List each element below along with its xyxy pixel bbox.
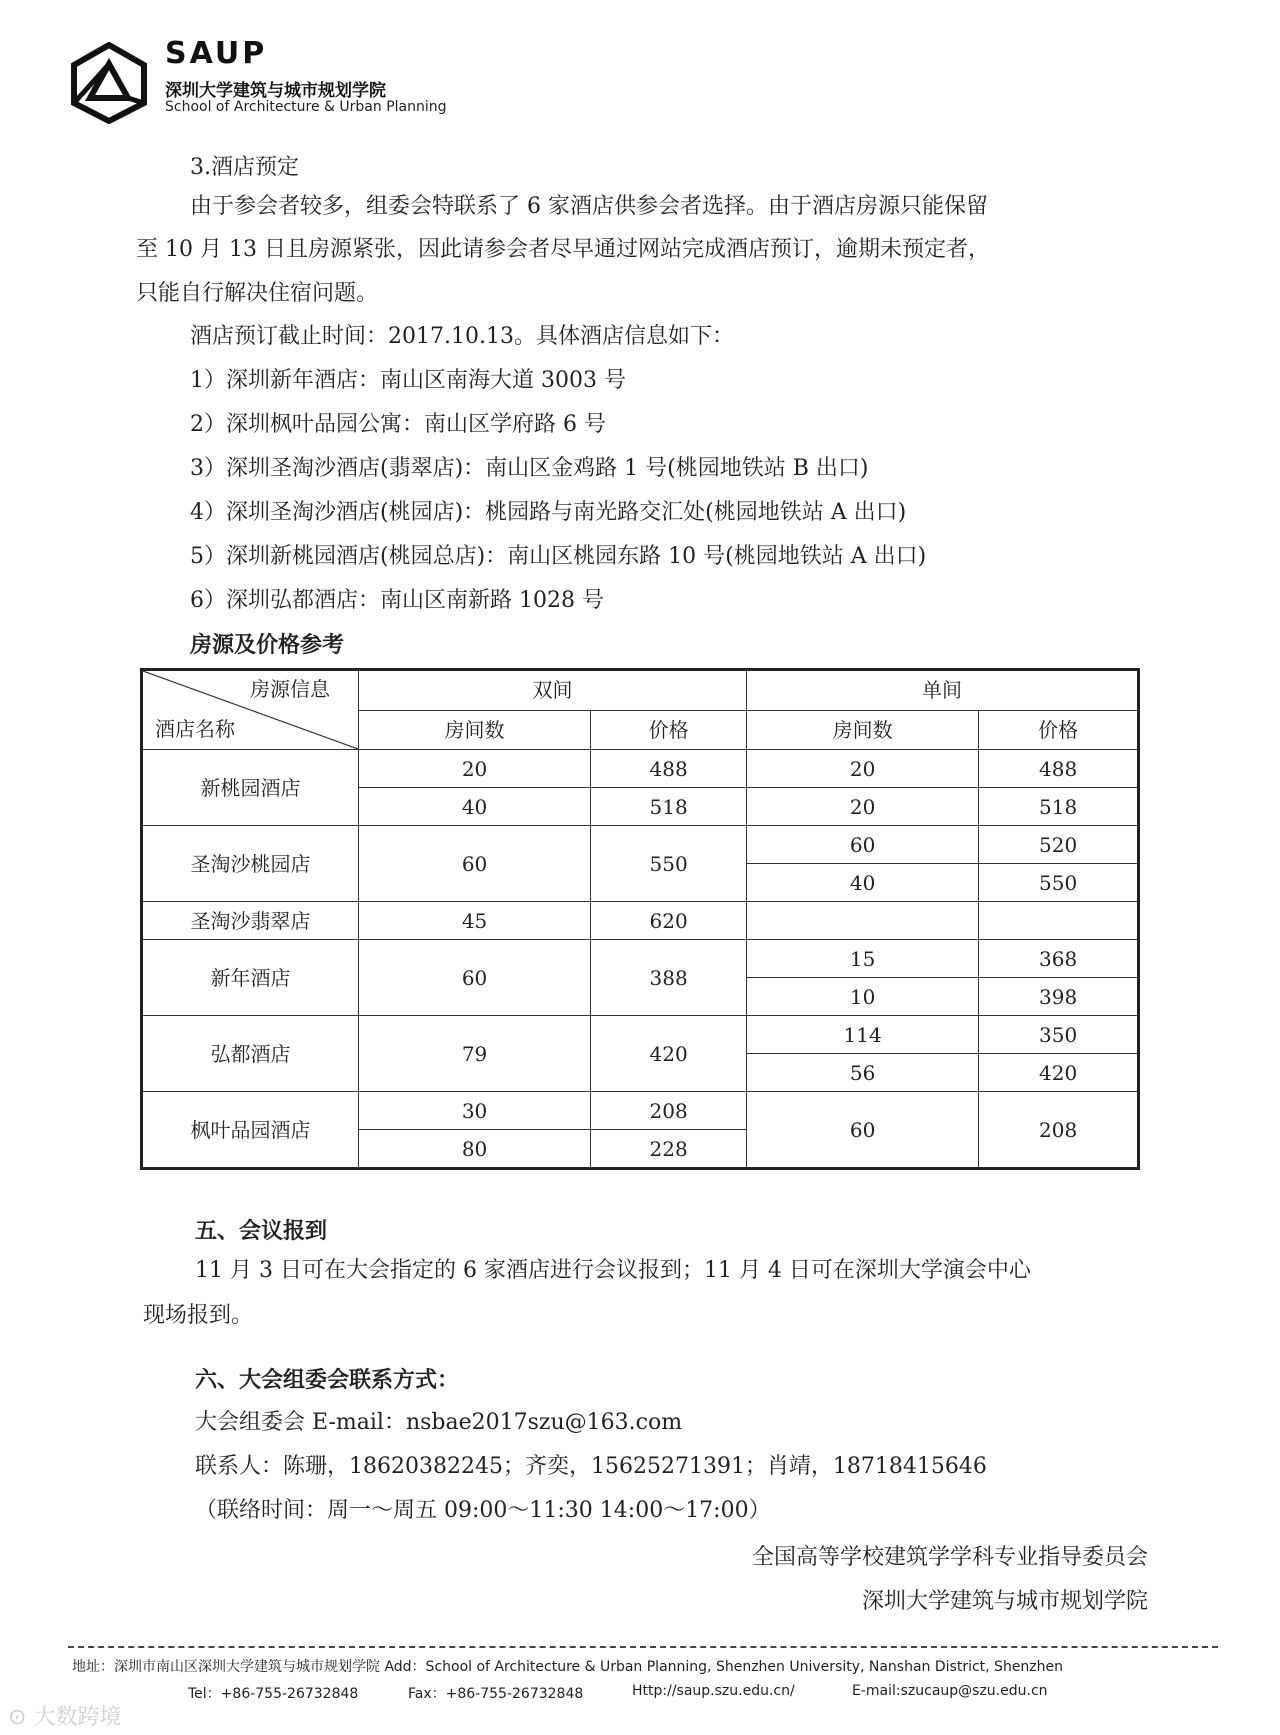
table-row bbox=[142, 902, 1139, 940]
single-price-cell: 520 bbox=[979, 826, 1139, 864]
double-price-cell: 550 bbox=[591, 826, 747, 902]
single-price-cell: 420 bbox=[979, 1054, 1139, 1092]
single-count-cell: 20 bbox=[747, 788, 979, 826]
section3-para-line: 由于参会者较多，组委会特联系了 6 家酒店供参会者选择。由于酒店房源只能保留 bbox=[190, 194, 988, 219]
single-price-cell: 350 bbox=[979, 1016, 1139, 1054]
header-single-price: 价格 bbox=[979, 710, 1139, 749]
footer-email[interactable]: E-mail:szucaup@szu.edu.cn bbox=[852, 1683, 1048, 1699]
header-single-room: 单间 bbox=[747, 670, 1139, 711]
section5-line: 现场报到。 bbox=[143, 1303, 254, 1328]
header-single-count: 房间数 bbox=[747, 710, 979, 749]
signature-org-2: 深圳大学建筑与城市规划学院 bbox=[861, 1589, 1148, 1614]
single-price-cell: 488 bbox=[979, 750, 1139, 788]
corner-label-hotel: 酒店名称 bbox=[155, 717, 235, 741]
single-count-cell: 20 bbox=[747, 750, 979, 788]
double-count-cell: 20 bbox=[359, 750, 591, 788]
watermark-logo-icon: ⊙ bbox=[8, 1705, 27, 1730]
section3-para-line: 至 10 月 13 日且房源紧张，因此请参会者尽早通过网站完成酒店预订，逾期未预定者， bbox=[136, 237, 990, 262]
committee-email: 大会组委会 E-mail：nsbae2017szu@163.com bbox=[195, 1410, 683, 1435]
double-price-cell: 620 bbox=[591, 902, 747, 940]
double-price-cell: 420 bbox=[591, 1016, 747, 1092]
single-count-cell: 60 bbox=[747, 826, 979, 864]
double-count-cell: 79 bbox=[359, 1016, 591, 1092]
table-row bbox=[142, 940, 1139, 978]
double-price-cell: 228 bbox=[591, 1130, 747, 1169]
double-price-cell: 518 bbox=[591, 788, 747, 826]
double-price-cell: 208 bbox=[591, 1092, 747, 1130]
brand-chinese-name: 深圳大学建筑与城市规划学院 bbox=[165, 81, 386, 101]
footer-fax: Fax：+86-755-26732848 bbox=[408, 1686, 584, 1702]
single-count-cell bbox=[747, 902, 979, 940]
table-row bbox=[142, 750, 1139, 788]
single-count-cell: 10 bbox=[747, 978, 979, 1016]
corner-label-info: 房源信息 bbox=[250, 677, 330, 701]
double-count-cell: 80 bbox=[359, 1130, 591, 1169]
footer-address: 地址：深圳市南山区深圳大学建筑与城市规划学院 Add：School of Architecture & Urban Planning, Shenzhen University, Nanshan District, Shenzhen bbox=[72, 1659, 1064, 1675]
hotel-name-cell: 新年酒店 bbox=[142, 940, 359, 1016]
footer-divider bbox=[68, 1646, 1218, 1648]
single-count-cell: 15 bbox=[747, 940, 979, 978]
double-price-cell: 388 bbox=[591, 940, 747, 1016]
single-price-cell: 550 bbox=[979, 864, 1139, 902]
double-count-cell: 45 bbox=[359, 902, 591, 940]
booking-deadline: 酒店预订截止时间：2017.10.13。具体酒店信息如下： bbox=[190, 324, 734, 349]
single-count-cell: 114 bbox=[747, 1016, 979, 1054]
hotel-name-cell: 新桃园酒店 bbox=[142, 750, 359, 826]
double-count-cell: 30 bbox=[359, 1092, 591, 1130]
single-count-cell: 60 bbox=[747, 1092, 979, 1169]
contact-hours: （联络时间：周一～周五 09:00～11:30 14:00～17:00） bbox=[195, 1498, 771, 1523]
single-count-cell: 40 bbox=[747, 864, 979, 902]
signature-org-1: 全国高等学校建筑学学科专业指导委员会 bbox=[751, 1545, 1148, 1570]
single-price-cell: 518 bbox=[979, 788, 1139, 826]
contact-persons: 联系人：陈珊，18620382245；齐奕，15625271391；肖靖，18718415646 bbox=[195, 1454, 987, 1479]
watermark bbox=[8, 1700, 121, 1731]
section5-line: 11 月 3 日可在大会指定的 6 家酒店进行会议报到；11 月 4 日可在深圳大学演会中心 bbox=[195, 1258, 1031, 1283]
section5-heading: 五、会议报到 bbox=[195, 1218, 328, 1244]
table-row bbox=[142, 1092, 1139, 1130]
table-row bbox=[142, 826, 1139, 864]
hotel-name-cell: 弘都酒店 bbox=[142, 1016, 359, 1092]
hotel-list-item: 2）深圳枫叶品园公寓：南山区学府路 6 号 bbox=[190, 412, 606, 437]
section3-para-line: 只能自行解决住宿问题。 bbox=[136, 281, 379, 306]
footer-website[interactable]: Http://saup.szu.edu.cn/ bbox=[632, 1683, 795, 1699]
single-price-cell: 368 bbox=[979, 940, 1139, 978]
double-count-cell: 60 bbox=[359, 826, 591, 902]
table-row bbox=[142, 1016, 1139, 1054]
single-count-cell: 56 bbox=[747, 1054, 979, 1092]
table-corner-header bbox=[142, 670, 359, 750]
hotel-list-item: 6）深圳弘都酒店：南山区南新路 1028 号 bbox=[190, 588, 604, 613]
double-count-cell: 60 bbox=[359, 940, 591, 1016]
section3-heading: 3.酒店预定 bbox=[190, 155, 299, 180]
hotel-name-cell: 圣淘沙桃园店 bbox=[142, 826, 359, 902]
table-title: 房源及价格参考 bbox=[190, 632, 345, 658]
section6-heading: 六、大会组委会联系方式： bbox=[195, 1367, 460, 1393]
hotel-list-item: 4）深圳圣淘沙酒店(桃园店)：桃园路与南光路交汇处(桃园地铁站 A 出口) bbox=[190, 500, 907, 525]
hotel-list-item: 1）深圳新年酒店：南山区南海大道 3003 号 bbox=[190, 368, 626, 393]
saup-logo-icon bbox=[68, 42, 150, 124]
footer-tel: Tel：+86-755-26732848 bbox=[188, 1686, 359, 1702]
hotel-list-item: 3）深圳圣淘沙酒店(翡翠店)：南山区金鸡路 1 号(桃园地铁站 B 出口) bbox=[190, 456, 869, 481]
single-price-cell: 398 bbox=[979, 978, 1139, 1016]
single-price-cell: 208 bbox=[979, 1092, 1139, 1169]
hotel-name-cell: 枫叶品园酒店 bbox=[142, 1092, 359, 1169]
hotel-name-cell: 圣淘沙翡翠店 bbox=[142, 902, 359, 940]
brand-english-name: School of Architecture & Urban Planning bbox=[165, 99, 447, 115]
hotel-list-item: 5）深圳新桃园酒店(桃园总店)：南山区桃园东路 10 号(桃园地铁站 A 出口) bbox=[190, 544, 927, 569]
header-double-room: 双间 bbox=[359, 670, 747, 711]
watermark-text: 大数跨境 bbox=[33, 1705, 122, 1730]
double-price-cell: 488 bbox=[591, 750, 747, 788]
header-double-count: 房间数 bbox=[359, 710, 591, 749]
hotel-price-table bbox=[140, 668, 1140, 1170]
brand-title: SAUP bbox=[165, 36, 268, 71]
single-price-cell bbox=[979, 902, 1139, 940]
header-double-price: 价格 bbox=[591, 710, 747, 749]
double-count-cell: 40 bbox=[359, 788, 591, 826]
